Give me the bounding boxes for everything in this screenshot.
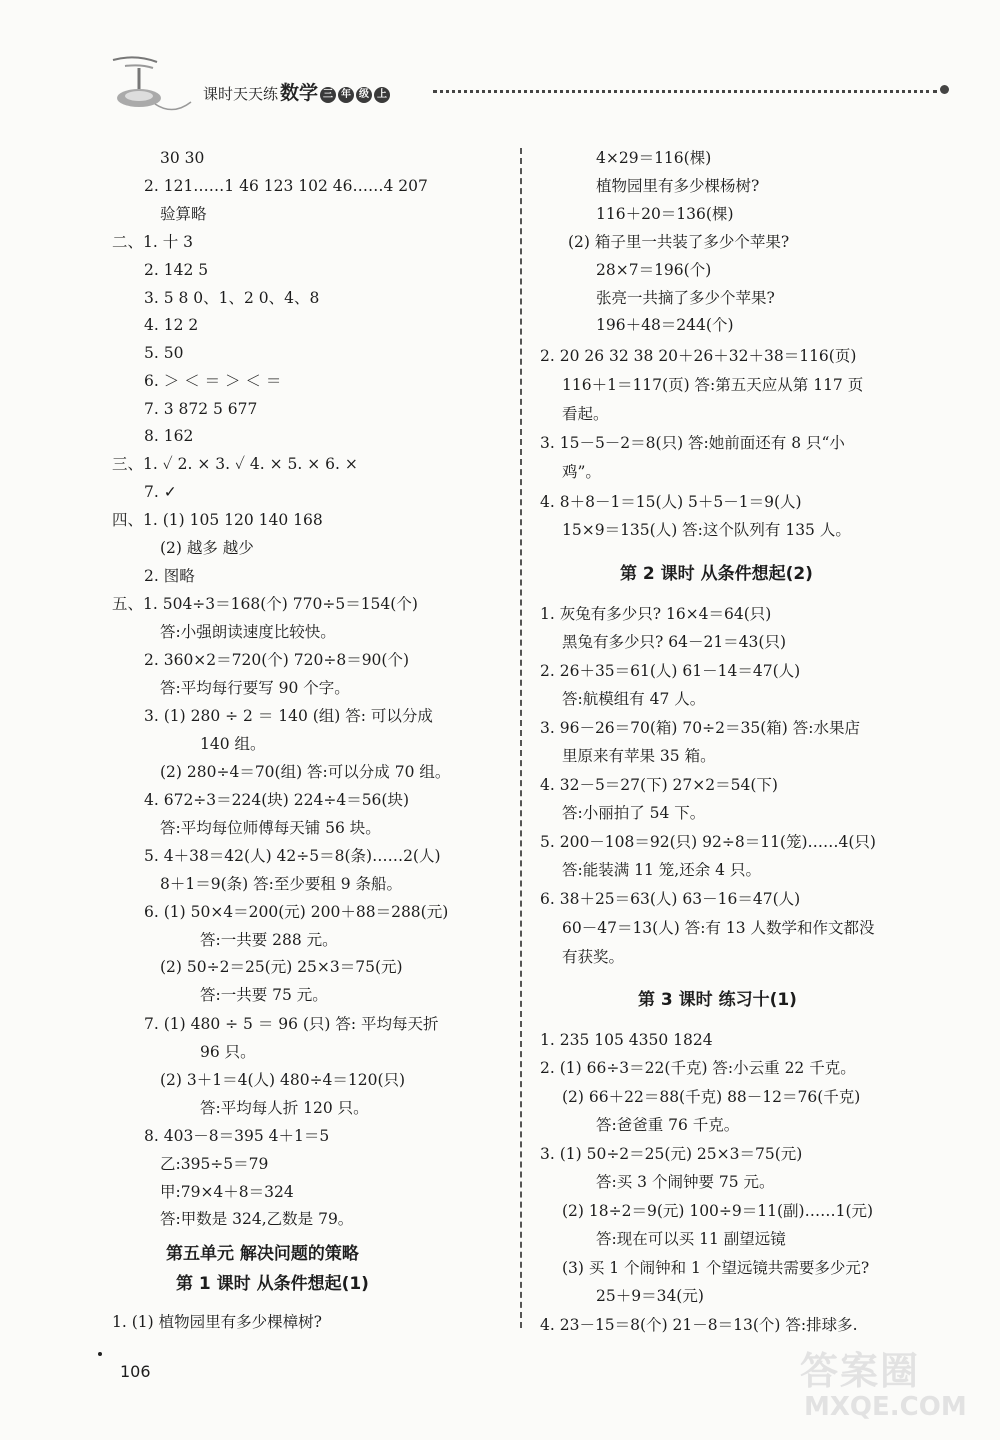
answer-line: 7. 3 872 5 677	[144, 400, 258, 418]
answer-line: 196＋48＝244(个)	[596, 316, 734, 334]
answer-line: (2) 箱子里一共装了多少个苹果?	[568, 233, 790, 251]
answer-line: 4. 23－15＝8(个) 21－8＝13(个) 答:排球多.	[540, 1316, 858, 1334]
answer-line: (2) 280÷4＝70(组) 答:可以分成 70 组。	[160, 763, 451, 781]
answer-line: 1. 灰兔有多少只? 16×4＝64(只)	[540, 605, 772, 623]
answer-line: 15×9＝135(人) 答:这个队列有 135 人。	[562, 521, 851, 539]
answer-line: 答:爸爸重 76 千克。	[596, 1116, 740, 1134]
answer-line: 25＋9＝34(元)	[596, 1287, 704, 1305]
answer-line: 60－47＝13(人) 答:有 13 人数学和作文都没	[562, 919, 875, 937]
answer-line: 2. 20 26 32 38 20＋26＋32＋38＝116(页)	[540, 347, 857, 365]
answer-line: 116＋1＝117(页) 答:第五天应从第 117 页	[562, 376, 864, 394]
grade-char: 年	[338, 87, 354, 103]
section-heading: 第 1 课时 从条件想起(1)	[176, 1274, 369, 1294]
answer-line: (2) 越多 越少	[160, 539, 254, 557]
grade-char: 上	[374, 87, 390, 103]
header-title-prefix: 课时天天练	[203, 85, 279, 103]
page-mark-dot	[98, 1352, 102, 1356]
answer-line: 96 只。	[200, 1043, 256, 1061]
answer-line: 3. 5 8 0、1、2 0、4、8	[144, 289, 320, 307]
answer-line: 五、1. 504÷3＝168(个) 770÷5＝154(个)	[112, 595, 418, 613]
answer-line: 张亮一共摘了多少个苹果?	[596, 289, 775, 307]
answer-line: 甲:79×4＋8＝324	[160, 1183, 294, 1201]
answer-line: (3) 买 1 个闹钟和 1 个望远镜共需要多少元?	[562, 1259, 870, 1277]
answer-line: 答:能装满 11 笼,还余 4 只。	[562, 861, 761, 879]
answer-line: 黑兔有多少只? 64－21＝43(只)	[562, 633, 787, 651]
answer-line: (2) 66＋22＝88(千克) 88－12＝76(千克)	[562, 1088, 861, 1106]
section-heading: 第 3 课时 练习十(1)	[638, 990, 797, 1010]
section-heading: 第五单元 解决问题的策略	[166, 1244, 359, 1264]
answer-line: 里原来有苹果 35 箱。	[562, 747, 716, 765]
grade-char: 级	[356, 87, 372, 103]
answer-line: 4. 12 2	[144, 316, 199, 334]
answer-line: 6. (1) 50×4＝200(元) 200＋88＝288(元)	[144, 903, 449, 921]
answer-line: 8＋1＝9(条) 答:至少要租 9 条船。	[160, 875, 403, 893]
answer-line: 鸡”。	[562, 463, 601, 481]
answer-line: 3. (1) 280 ÷ 2 ＝ 140 (组) 答: 可以分成	[144, 707, 433, 725]
answer-line: 答:现在可以买 11 副望远镜	[596, 1230, 786, 1248]
answer-line: 4. 8＋8－1＝15(人) 5＋5－1＝9(人)	[540, 493, 802, 511]
answer-line: 3. 15－5－2＝8(只) 答:她前面还有 8 只“小	[540, 434, 845, 452]
answer-line: 8. 403－8＝395 4＋1＝5	[144, 1127, 330, 1145]
answer-line: 6. 38＋25＝63(人) 63－16＝47(人)	[540, 890, 801, 908]
answer-line: 2. 360×2＝720(个) 720÷8＝90(个)	[144, 651, 410, 669]
answer-line: 乙:395÷5＝79	[160, 1155, 269, 1173]
grade-char: 三	[320, 87, 336, 103]
answer-line: (2) 3＋1＝4(人) 480÷4＝120(只)	[160, 1071, 406, 1089]
header-title-subject: 数学	[280, 82, 319, 104]
answer-line: 有获奖。	[562, 948, 625, 966]
answer-line: 看起。	[562, 405, 609, 423]
answer-line: 1. (1) 植物园里有多少棵樟树?	[112, 1313, 322, 1331]
answer-line: 28×7＝196(个)	[596, 261, 712, 279]
answer-line: 答:买 3 个闹钟要 75 元。	[596, 1173, 775, 1191]
answer-line: 5. 4＋38＝42(人) 42÷5＝8(条)……2(人)	[144, 847, 441, 865]
answer-line: 2. 142 5	[144, 261, 209, 279]
answer-line: 2. 26＋35＝61(人) 61－14＝47(人)	[540, 662, 801, 680]
answer-line: 1. 235 105 4350 1824	[540, 1031, 713, 1049]
column-divider	[520, 148, 522, 1328]
answer-line: 答:一共要 75 元。	[200, 986, 328, 1004]
answer-line: 2. 121……1 46 123 102 46……4 207	[144, 177, 428, 195]
answer-line: 8. 162	[144, 427, 194, 445]
answer-line: 二、1. 十 3	[112, 233, 194, 251]
answer-line: (2) 18÷2＝9(元) 100÷9＝11(副)……1(元)	[562, 1202, 874, 1220]
page-header	[95, 52, 955, 122]
page-number: 106	[120, 1362, 151, 1381]
answer-line: 答:小强朗读速度比较快。	[160, 623, 336, 641]
answer-line: 答:一共要 288 元。	[200, 931, 338, 949]
answer-line: 7. ✓	[144, 483, 177, 501]
answer-line: 四、1. (1) 105 120 140 168	[112, 511, 323, 529]
answer-line: 答:甲数是 324,乙数是 79。	[160, 1210, 354, 1228]
answer-line: 140 组。	[200, 735, 266, 753]
answer-line: 4×29＝116(棵)	[596, 149, 712, 167]
answer-line: 答:小丽拍了 54 下。	[562, 804, 706, 822]
answer-line: 答:平均每人折 120 只。	[200, 1099, 369, 1117]
answer-line: (2) 50÷2＝25(元) 25×3＝75(元)	[160, 958, 403, 976]
answer-line: 4. 672÷3＝224(块) 224÷4＝56(块)	[144, 791, 410, 809]
answer-line: 3. (1) 50÷2＝25(元) 25×3＝75(元)	[540, 1145, 803, 1163]
answer-line: 4. 32－5＝27(下) 27×2＝54(下)	[540, 776, 778, 794]
answer-line: 答:平均每位师傅每天铺 56 块。	[160, 819, 381, 837]
answer-line: 植物园里有多少棵杨树?	[596, 177, 760, 195]
answer-line: 3. 96－26＝70(箱) 70÷2＝35(箱) 答:水果店	[540, 719, 860, 737]
answer-line: 6. ＞ ＜ ＝ ＞ ＜ ＝	[144, 372, 282, 390]
answer-line: 7. (1) 480 ÷ 5 ＝ 96 (只) 答: 平均每天折	[144, 1015, 439, 1033]
answer-line: 5. 50	[144, 344, 184, 362]
answer-line: 116＋20＝136(棵)	[596, 205, 734, 223]
answer-line: 2. 图略	[144, 567, 195, 585]
lamp-logo-icon	[95, 52, 195, 122]
answer-line: 2. (1) 66÷3＝22(千克) 答:小云重 22 千克。	[540, 1059, 856, 1077]
watermark	[800, 1340, 975, 1435]
header-rule-end-dot	[940, 85, 949, 94]
header-dotted-rule	[433, 90, 937, 93]
answer-line: 5. 200－108＝92(只) 92÷8＝11(笼)……4(只)	[540, 833, 876, 851]
watermark-text: 答案圈	[800, 1349, 921, 1393]
answer-line: 答:平均每行要写 90 个字。	[160, 679, 350, 697]
answer-line: 三、1. ✓ 2. × 3. ✓ 4. × 5. × 6. ×	[112, 455, 358, 473]
header-title	[203, 78, 390, 105]
watermark-url: MXQE.COM	[804, 1392, 967, 1422]
section-heading: 第 2 课时 从条件想起(2)	[620, 564, 813, 584]
answer-line: 30 30	[160, 149, 205, 167]
answer-line: 验算略	[160, 205, 207, 223]
answer-line: 答:航模组有 47 人。	[562, 690, 706, 708]
